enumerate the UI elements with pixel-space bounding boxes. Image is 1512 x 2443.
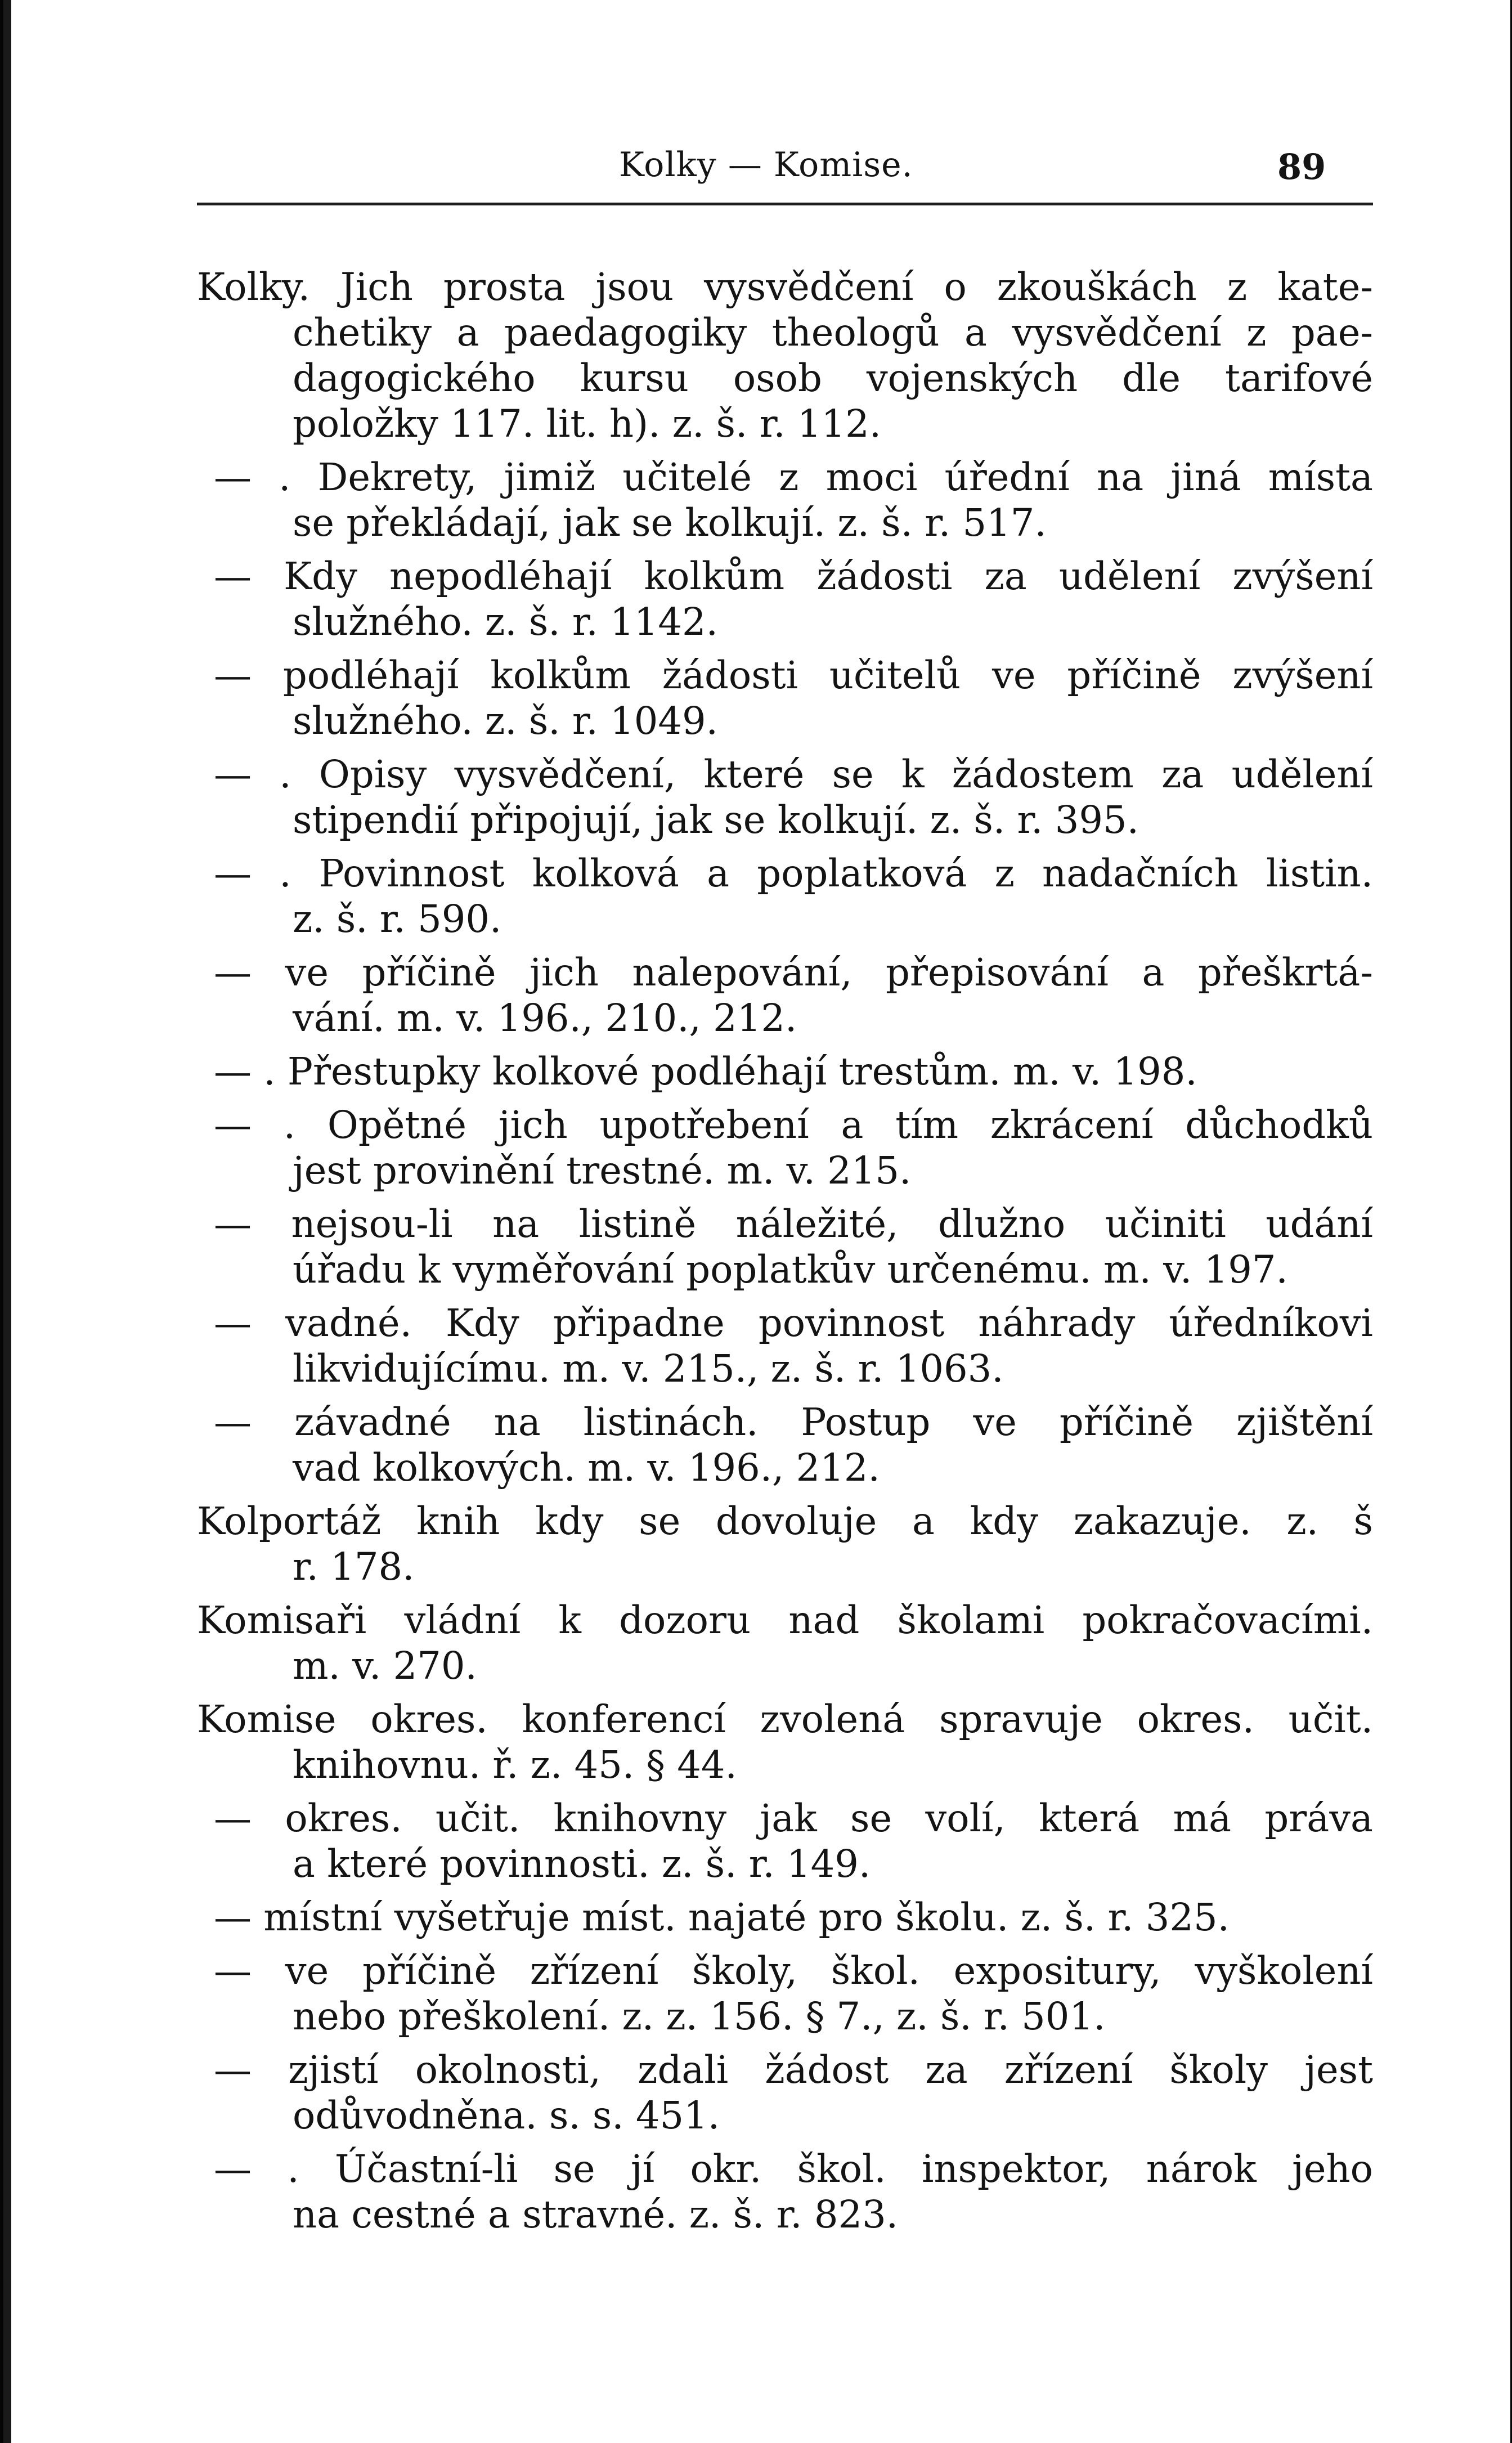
entry-line: chetiky a paedagogiky theologů a vysvědčení z pae- xyxy=(293,311,1373,355)
entry-line: se překládají, jak se kolkují. z. š. r. 517. xyxy=(293,501,1047,545)
entry-line: — . Povinnost kolková a poplatková z nadačních listin. xyxy=(214,851,1373,895)
index-subentry xyxy=(197,1102,1373,1194)
entry-line: — . Přestupky kolkové podléhají trestům. m. v. 198. xyxy=(214,1050,1197,1093)
index-subentry xyxy=(197,1400,1373,1491)
entry-line: služného. z. š. r. 1049. xyxy=(293,699,718,743)
entry-line: služného. z. š. r. 1142. xyxy=(293,600,718,644)
entry-line: vání. m. v. 196., 210., 212. xyxy=(293,996,797,1040)
index-entry xyxy=(197,1499,1373,1590)
entry-line: m. v. 270. xyxy=(293,1644,477,1688)
entry-line: a které povinnosti. z. š. r. 149. xyxy=(293,1842,871,1886)
index-subentry xyxy=(197,2047,1373,2139)
entry-line: Komise okres. konferencí zvolená spravuje okres. učit. xyxy=(197,1697,1373,1741)
page-number: 89 xyxy=(1277,146,1326,187)
entry-line: Kolky. Jich prosta jsou vysvědčení o zkouškách z kate- xyxy=(197,265,1373,309)
entry-line: stipendií připojují, jak se kolkují. z. š. r. 395. xyxy=(293,798,1139,842)
page-header xyxy=(11,135,1510,191)
entry-line: nebo přeškolení. z. z. 156. § 7., z. š. r. 501. xyxy=(293,1994,1106,2038)
entry-line: — místní vyšetřuje míst. najaté pro školu. z. š. r. 325. xyxy=(214,1895,1230,1939)
entry-line: odůvodněna. s. s. 451. xyxy=(293,2094,720,2137)
entry-line: — zjistí okolnosti, zdali žádost za zřízení školy jest xyxy=(214,2048,1373,2092)
index-entry xyxy=(197,1598,1373,1689)
entry-line: knihovnu. ř. z. 45. § 44. xyxy=(293,1743,737,1787)
index-subentry xyxy=(197,752,1373,843)
index-entries xyxy=(197,265,1373,2245)
index-entry xyxy=(197,265,1373,447)
entry-line: — Kdy nepodléhají kolkům žádosti za udělení zvýšení xyxy=(214,554,1373,598)
index-subentry xyxy=(197,950,1373,1041)
index-subentry xyxy=(197,851,1373,942)
index-subentry xyxy=(197,1301,1373,1392)
entry-line: — podléhají kolkům žádosti učitelů ve příčině zvýšení xyxy=(214,653,1373,697)
entry-line: z. š. r. 590. xyxy=(293,897,502,941)
index-subentry xyxy=(197,653,1373,744)
index-subentry xyxy=(197,455,1373,546)
running-title: Kolky — Komise. xyxy=(619,145,913,185)
entry-line: na cestné a stravné. z. š. r. 823. xyxy=(293,2193,899,2236)
entry-line: úřadu k vyměřování poplatkův určenému. m. v. 197. xyxy=(293,1248,1288,1292)
index-subentry xyxy=(197,1796,1373,1887)
index-subentry xyxy=(197,1049,1373,1095)
entry-line: — nejsou-li na listině náležité, dlužno učiniti udání xyxy=(214,1202,1373,1246)
entry-line: dagogického kursu osob vojenských dle tarifové xyxy=(293,356,1373,400)
entry-line: likvidujícímu. m. v. 215., z. š. r. 1063. xyxy=(293,1347,1004,1391)
entry-line: — . Účastní-li se jí okr. škol. inspektor, nárok jeho xyxy=(214,2147,1373,2191)
book-page xyxy=(3,0,1510,2443)
index-subentry xyxy=(197,1948,1373,2039)
entry-line: vad kolkových. m. v. 196., 212. xyxy=(293,1446,880,1490)
entry-line: — okres. učit. knihovny jak se volí, která má práva xyxy=(214,1796,1373,1840)
index-entry xyxy=(197,1697,1373,1788)
header-rule xyxy=(197,203,1373,205)
entry-line: r. 178. xyxy=(293,1545,415,1589)
entry-line: — ve příčině jich nalepování, přepisování a přeškrtá- xyxy=(214,951,1373,994)
entry-line: položky 117. lit. h). z. š. r. 112. xyxy=(293,402,882,446)
entry-line: Kolportáž knih kdy se dovoluje a kdy zakazuje. z. š xyxy=(197,1499,1373,1543)
entry-line: — . Dekrety, jimiž učitelé z moci úřední na jiná místa xyxy=(214,455,1373,499)
index-subentry xyxy=(197,1202,1373,1293)
entry-line: — . Opisy vysvědčení, které se k žádostem za udělení xyxy=(214,752,1373,796)
index-subentry xyxy=(197,1895,1373,1940)
index-subentry xyxy=(197,2146,1373,2238)
entry-line: — vadné. Kdy připadne povinnost náhrady úředníkovi xyxy=(214,1301,1373,1345)
entry-line: jest provinění trestné. m. v. 215. xyxy=(293,1149,912,1193)
entry-line: — závadné na listinách. Postup ve příčině zjištění xyxy=(214,1400,1373,1444)
entry-line: — ve příčině zřízení školy, škol. expositury, vyškolení xyxy=(214,1949,1373,1993)
index-subentry xyxy=(197,554,1373,645)
entry-line: — . Opětné jich upotřebení a tím zkrácení důchodků xyxy=(214,1103,1373,1147)
entry-line: Komisaři vládní k dozoru nad školami pokračovacími. xyxy=(197,1598,1373,1642)
